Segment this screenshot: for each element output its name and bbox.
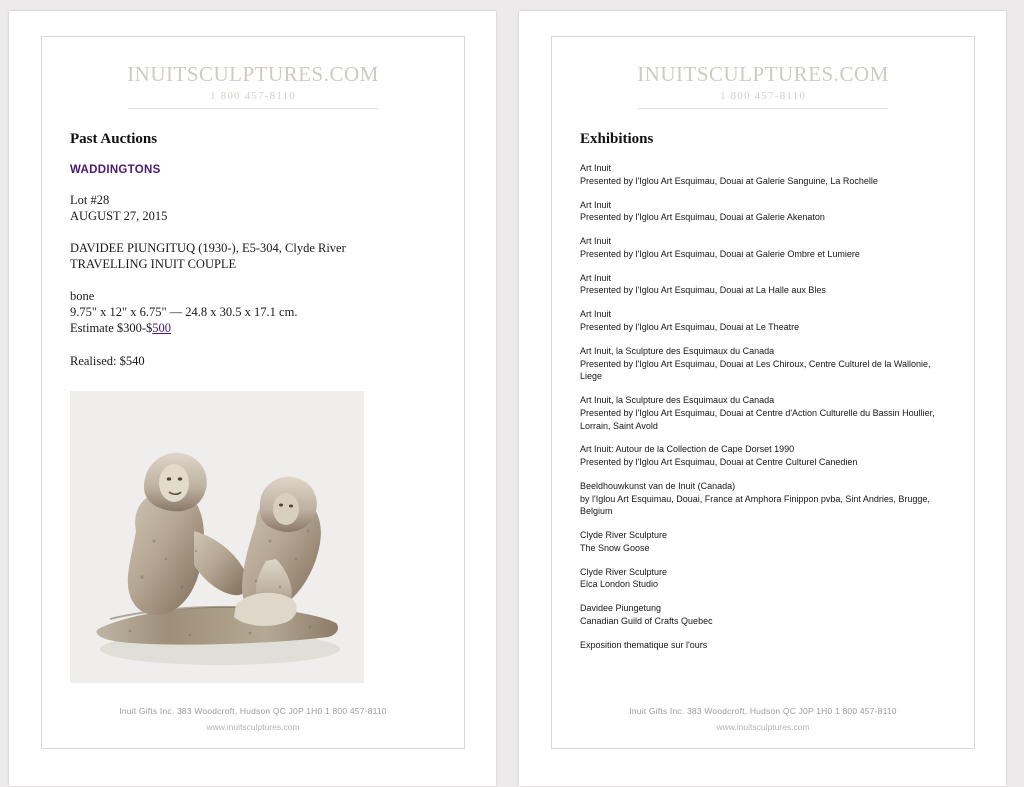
exhibition-name: Art Inuit, la Sculpture des Esquimaux du Canada <box>580 345 775 356</box>
list-item <box>580 345 946 383</box>
page-left-sheet <box>41 36 465 749</box>
footer-website[interactable]: www.inuitsculptures.com <box>206 722 300 732</box>
exhibition-name: Art Inuit <box>580 163 612 174</box>
auction-house-link[interactable]: WADDINGTONS <box>70 164 161 177</box>
exhibition-venue: Presented by l'Iglou Art Esquimau, Douai at Le Theatre <box>580 321 800 332</box>
footer-website[interactable]: www.inuitsculptures.com <box>716 722 810 732</box>
artwork-attribution <box>70 240 436 272</box>
list-item <box>580 480 946 518</box>
exhibition-venue: Canadian Guild of Crafts Quebec <box>580 616 713 626</box>
list-item <box>580 529 946 555</box>
exhibition-name: Art Inuit <box>580 309 612 320</box>
footer-right <box>552 706 974 732</box>
list-item <box>580 235 946 261</box>
realised-price: Realised: $540 <box>70 354 145 369</box>
brand-wordmark: INUITSCULPTURES.COM <box>637 62 889 86</box>
artwork-title: TRAVELLING INUIT COUPLE <box>70 257 237 272</box>
exhibition-venue: Presented by l'Iglou Art Esquimau, Douai at Galerie Sanguine, La Rochelle <box>580 175 878 186</box>
dimensions: 9.75" x 12" x 6.75" — 24.8 x 30.5 x 17.1 cm. <box>70 305 298 320</box>
exhibition-name: Beeldhouwkunst van de Inuit (Canada) <box>580 480 736 491</box>
list-item <box>580 308 946 334</box>
exhibition-name: Clyde River Sculpture <box>580 530 668 541</box>
list-item <box>580 162 946 188</box>
exhibition-venue: Presented by l'Iglou Art Esquimau, Douai at Galerie Akenaton <box>580 212 825 223</box>
artwork-details <box>70 288 436 336</box>
list-item <box>580 566 946 592</box>
material: bone <box>70 289 95 304</box>
exhibition-venue: Presented by l'Iglou Art Esquimau, Douai at Centre d'Action Culturelle du Bassin Houllier, Lorrain, Saint Avold <box>580 407 935 431</box>
brand-phone: 1 800 457-8110 <box>719 90 807 103</box>
brand-wordmark: INUITSCULPTURES.COM <box>127 62 379 86</box>
list-item <box>580 199 946 225</box>
estimate-text: Estimate $300-$ <box>70 321 153 336</box>
exhibition-name: Exposition thematique sur l'ours <box>580 639 708 650</box>
masthead-divider <box>638 108 888 109</box>
estimate <box>70 320 436 336</box>
brand-phone: 1 800 457-8110 <box>209 90 297 103</box>
footer-left <box>42 706 464 732</box>
list-item <box>580 394 946 432</box>
list-item <box>580 443 946 469</box>
page-left <box>9 11 496 786</box>
footer-address: Inuit Gifts Inc. 383 Woodcroft, Hudson QC J0P 1H0 1 800 457-8110 <box>119 706 387 716</box>
exhibition-venue: Presented by l'Iglou Art Esquimau, Douai at Galerie Ombre et Lumiere <box>580 248 860 259</box>
footer-address: Inuit Gifts Inc. 383 Woodcroft, Hudson QC J0P 1H0 1 800 457-8110 <box>629 706 897 716</box>
exhibition-venue: Elca London Studio <box>580 579 659 590</box>
exhibition-name: Art Inuit <box>580 272 612 283</box>
estimate-amount-link[interactable]: 500 <box>152 321 172 336</box>
auction-date: AUGUST 27, 2015 <box>70 209 168 224</box>
masthead-divider <box>128 108 378 109</box>
exhibition-name: Art Inuit, la Sculpture des Esquimaux du Canada <box>580 395 775 406</box>
exhibitions-title: Exhibitions <box>580 131 654 148</box>
page-title: Past Auctions <box>70 131 158 148</box>
exhibition-name: Davidee Piungetung <box>580 603 662 614</box>
exhibition-venue: The Snow Goose <box>580 542 650 553</box>
list-item <box>580 602 946 628</box>
page-right <box>519 11 1006 786</box>
exhibition-name: Art Inuit: Autour de la Collection de Cape Dorset 1990 <box>580 444 795 455</box>
sculpture-illustration <box>70 391 364 683</box>
exhibition-venue: by l'Iglou Art Esquimau, Douai, France at Amphora Finippon pvba, Sint Andries, Brugge, Belgium <box>580 493 930 517</box>
list-item <box>580 272 946 298</box>
exhibition-venue: Presented by l'Iglou Art Esquimau, Douai at La Halle aux Bles <box>580 285 826 296</box>
masthead-left <box>70 37 436 109</box>
lot-number: Lot #28 <box>70 193 110 208</box>
exhibition-name: Clyde River Sculpture <box>580 566 668 577</box>
masthead-right <box>580 37 946 109</box>
exhibitions-list <box>580 162 946 651</box>
list-item <box>580 639 946 652</box>
page-right-sheet <box>551 36 975 749</box>
artwork-photo[interactable] <box>70 391 364 683</box>
exhibition-name: Art Inuit <box>580 236 612 247</box>
exhibition-name: Art Inuit <box>580 199 612 210</box>
exhibition-venue: Presented by l'Iglou Art Esquimau, Douai at Les Chiroux, Centre Culturel de la Wallonie, Liege <box>580 358 931 382</box>
exhibition-venue: Presented by l'Iglou Art Esquimau, Douai at Centre Culturel Canedien <box>580 457 858 468</box>
lot-info <box>70 192 436 224</box>
artist-line: DAVIDEE PIUNGITUQ (1930-), E5-304, Clyde River <box>70 241 346 256</box>
